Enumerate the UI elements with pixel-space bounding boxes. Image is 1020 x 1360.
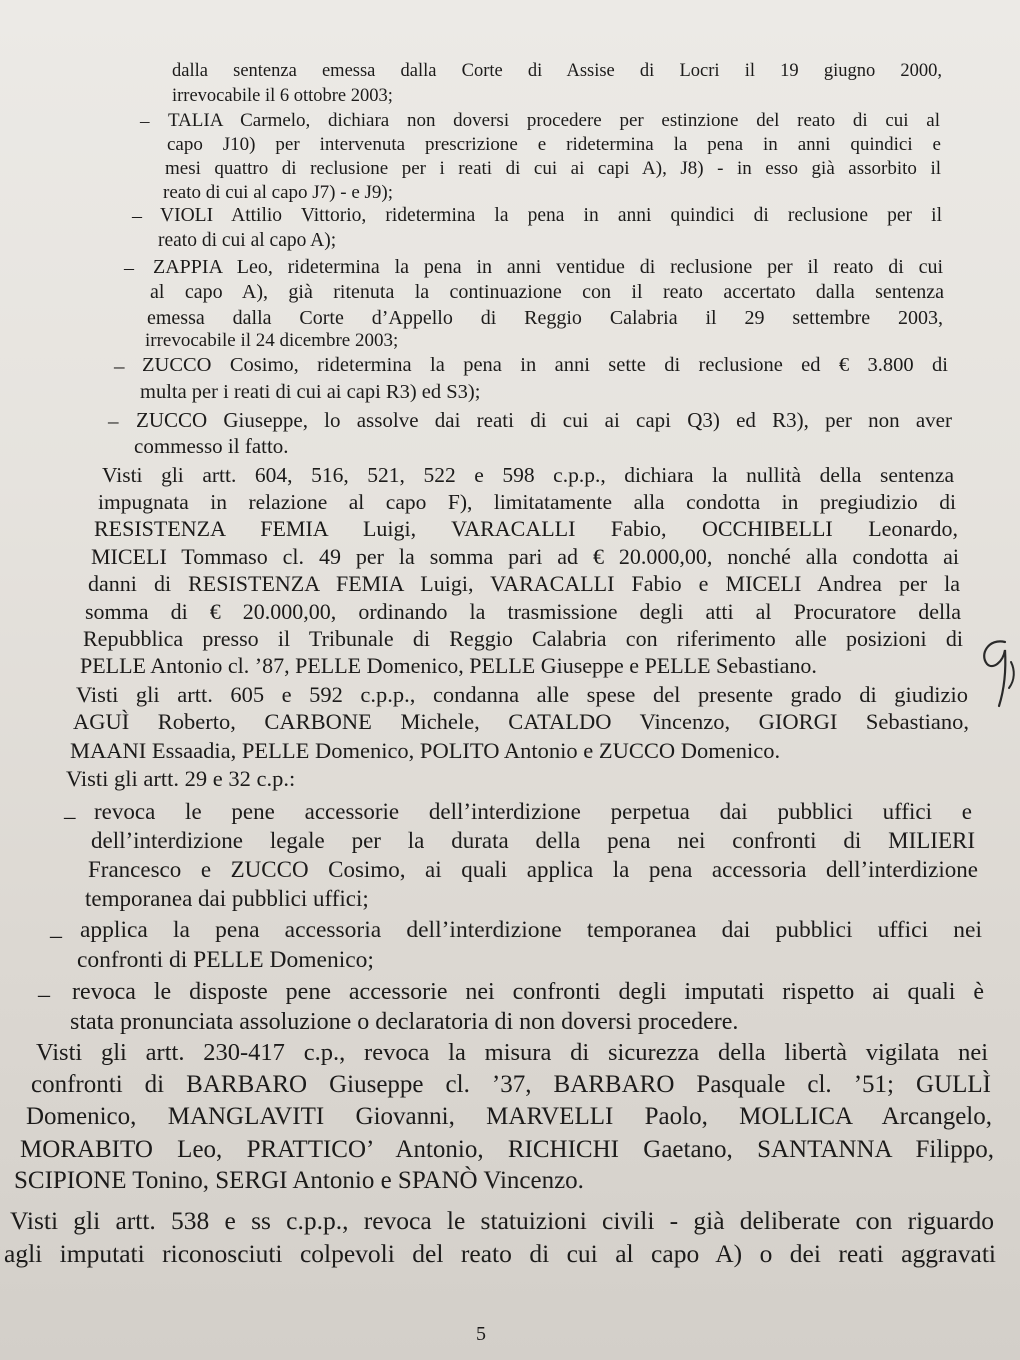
text-line: capo J10) per intervenuta prescrizione e ridetermina la pena in anni quindici e (167, 134, 941, 155)
text-line: agli imputati riconosciuti colpevoli del reato di cui al capo A) o dei reati aggravati (4, 1239, 996, 1268)
text-line: somma di € 20.000,00, ordinando la trasmissione degli atti al Procuratore della (85, 599, 961, 624)
bullet-dash: – (108, 409, 119, 433)
text-line: irrevocabile il 24 dicembre 2003; (145, 330, 399, 351)
bullet-dash: – (124, 257, 134, 279)
text-line: commesso il fatto. (134, 434, 289, 458)
text-line: revoca le disposte pene accessorie nei confronti degli imputati rispetto ai quali è (72, 979, 984, 1005)
text-line: multa per i reati di cui ai capi R3) ed S3); (140, 381, 481, 403)
text-line: al capo A), già ritenuta la continuazione con il reato accertato dalla sentenza (150, 281, 944, 303)
text-line: ZAPPIA Leo, ridetermina la pena in anni ventidue di reclusione per il reato di cui (153, 256, 943, 278)
handwritten-mark-icon (975, 632, 1020, 712)
text-line: stata pronunciata assoluzione o declaratoria di non doversi procedere. (70, 1009, 739, 1035)
bullet-dash: – (140, 111, 150, 132)
text-line: confronti di PELLE Domenico; (77, 947, 374, 973)
bullet-dash: – (50, 923, 62, 949)
text-line: revoca le pene accessorie dell’interdizione perpetua dai pubblici uffici e (94, 799, 972, 824)
text-line: Visti gli artt. 29 e 32 c.p.: (66, 766, 296, 791)
bullet-dash: – (132, 205, 142, 227)
bullet-dash: – (64, 804, 76, 829)
text-line: Visti gli artt. 605 e 592 c.p.p., condanna alle spese del presente grado di giudizio (76, 682, 968, 707)
text-line: irrevocabile il 6 ottobre 2003; (172, 86, 393, 106)
text-line: Domenico, MANGLAVITI Giovanni, MARVELLI Paolo, MOLLICA Arcangelo, (26, 1103, 992, 1130)
bullet-dash: – (114, 354, 125, 378)
text-line: dalla sentenza emessa dalla Corte di Assise di Locri il 19 giugno 2000, (172, 61, 942, 81)
text-line: VIOLI Attilio Vittorio, ridetermina la pena in anni quindici di reclusione per il (160, 205, 942, 226)
text-line: Repubblica presso il Tribunale di Reggio Calabria con riferimento alle posizioni di (83, 626, 963, 651)
text-line: temporanea dai pubblici uffici; (85, 886, 369, 911)
text-line: Visti gli artt. 604, 516, 521, 522 e 598 c.p.p., dichiara la nullità della sentenza (102, 463, 954, 487)
text-line: ZUCCO Giuseppe, lo assolve dai reati di cui ai capi Q3) ed R3), per non aver (136, 408, 952, 432)
text-line: emessa dalla Corte d’Appello di Reggio Calabria il 29 settembre 2003, (147, 307, 943, 329)
text-line: Francesco e ZUCCO Cosimo, ai quali applica la pena accessoria dell’interdizione (88, 857, 978, 882)
text-line: danni di RESISTENZA FEMIA Luigi, VARACALLI Fabio e MICELI Andrea per la (88, 571, 960, 596)
text-line: ZUCCO Cosimo, ridetermina la pena in anni sette di reclusione ed € 3.800 di (142, 354, 948, 376)
text-line: SCIPIONE Tonino, SERGI Antonio e SPANÒ Vincenzo. (14, 1167, 584, 1194)
text-line: reato di cui al capo A); (158, 230, 337, 251)
text-line: Visti gli artt. 230-417 c.p., revoca la misura di sicurezza della libertà vigilata nei (36, 1039, 988, 1066)
text-line: MAANI Essaadia, PELLE Domenico, POLITO Antonio e ZUCCO Domenico. (70, 738, 781, 763)
page-number: 5 (476, 1323, 486, 1345)
text-line: RESISTENZA FEMIA Luigi, VARACALLI Fabio, OCCHIBELLI Leonardo, (94, 516, 958, 541)
text-line: Visti gli artt. 538 e ss c.p.p., revoca le statuizioni civili - già deliberate con riguardo (10, 1206, 994, 1235)
text-line: PELLE Antonio cl. ’87, PELLE Domenico, PELLE Giuseppe e PELLE Sebastiano. (80, 653, 817, 678)
text-line: dell’interdizione legale per la durata della pena nei confronti di MILIERI (91, 828, 975, 853)
text-line: mesi quattro di reclusione per i reati di cui ai capi A), J8) - in esso già assorbito il (165, 158, 941, 179)
text-line: MICELI Tommaso cl. 49 per la somma pari ad € 20.000,00, nonché alla condotta ai (91, 544, 959, 569)
text-line: TALIA Carmelo, dichiara non doversi procedere per estinzione del reato di cui al (168, 110, 940, 131)
text-line: MORABITO Leo, PRATTICO’ Antonio, RICHICHI Gaetano, SANTANNA Filippo, (20, 1136, 994, 1163)
text-line: confronti di BARBARO Giuseppe cl. ’37, BARBARO Pasquale cl. ’51; GULLÌ (31, 1071, 991, 1098)
text-line: reato di cui al capo J7) - e J9); (163, 182, 394, 203)
bullet-dash: – (38, 982, 50, 1008)
text-line: applica la pena accessoria dell’interdizione temporanea dai pubblici uffici nei (80, 917, 982, 943)
text-line: impugnata in relazione al capo F), limitatamente alla condotta in pregiudizio di (98, 490, 956, 514)
text-line: AGUÌ Roberto, CARBONE Michele, CATALDO Vincenzo, GIORGI Sebastiano, (73, 709, 969, 734)
